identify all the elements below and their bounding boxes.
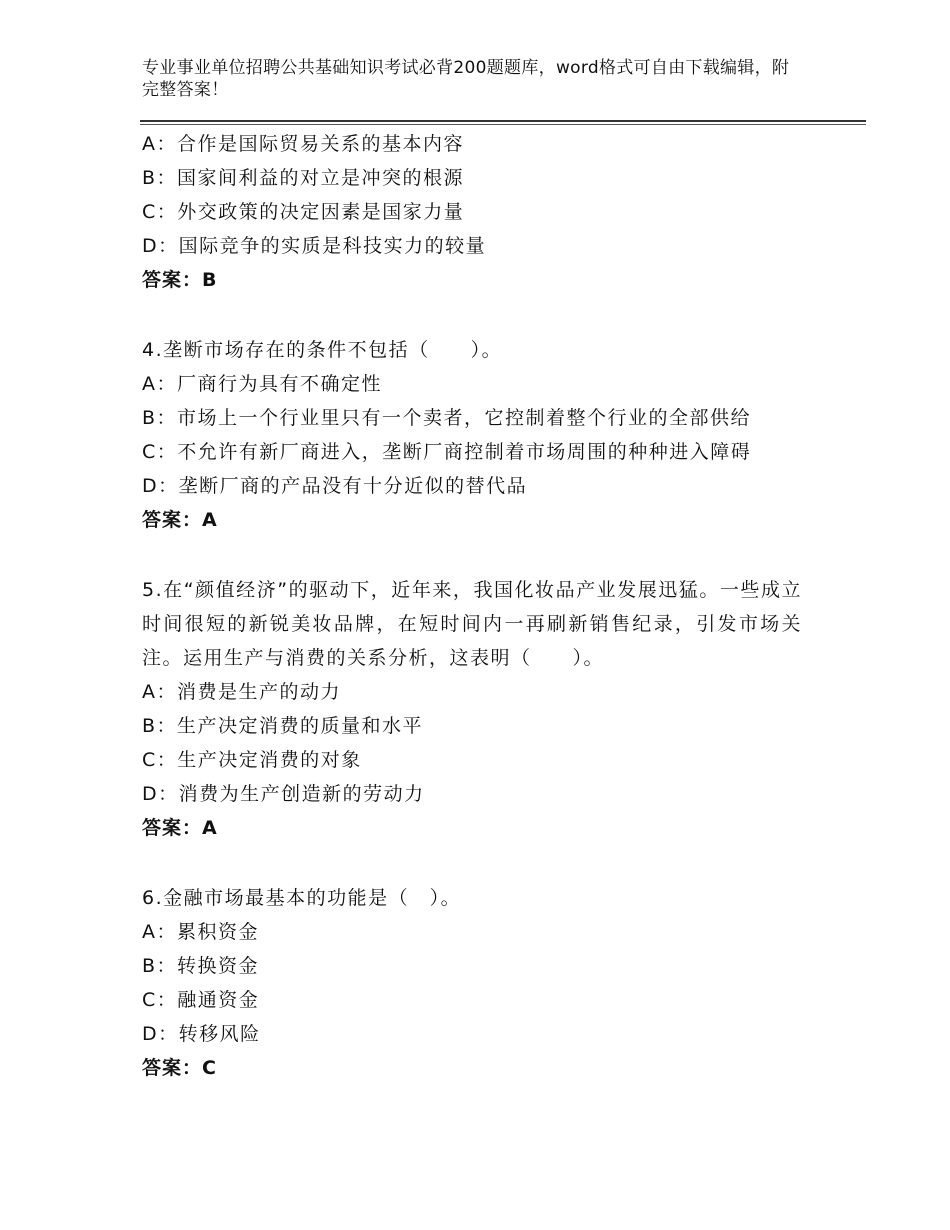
question-block: [142, 573, 802, 845]
option-d: D：垄断厂商的产品没有十分近似的替代品: [142, 475, 528, 497]
option-a: A：消费是生产的动力: [142, 681, 341, 703]
option-b: B：国家间利益的对立是冲突的根源: [142, 167, 465, 189]
option-d: D：消费为生产创造新的劳动力: [142, 783, 425, 805]
spacer: [142, 297, 802, 333]
spacer: [142, 845, 802, 881]
option-b: B：生产决定消费的质量和水平: [142, 715, 424, 737]
option-c: C：外交政策的决定因素是国家力量: [142, 201, 465, 223]
question-block: [142, 881, 802, 1085]
option-a: A：合作是国际贸易关系的基本内容: [142, 133, 464, 155]
option-a: A：累积资金: [142, 921, 259, 943]
header-rule-thick: [140, 120, 866, 122]
option-c: C：不允许有新厂商进入，垄断厂商控制着市场周围的种种进入障碍: [142, 441, 752, 463]
answer-label: 答案：C: [142, 1057, 217, 1079]
answer-label: 答案：B: [142, 269, 218, 291]
option-c: C：生产决定消费的对象: [142, 749, 362, 771]
option-c: C：融通资金: [142, 989, 260, 1011]
question-stem: 4.垄断市场存在的条件不包括（ ）。: [142, 339, 503, 361]
option-d: D：国际竞争的实质是科技实力的较量: [142, 235, 487, 257]
answer-label: 答案：A: [142, 817, 218, 839]
question-content: [142, 127, 802, 1085]
answer-label: 答案：A: [142, 509, 218, 531]
option-a: A：厂商行为具有不确定性: [142, 373, 382, 395]
option-d: D：转移风险: [142, 1023, 261, 1045]
question-block: [142, 333, 802, 537]
option-b: B：市场上一个行业里只有一个卖者，它控制着整个行业的全部供给: [142, 407, 752, 429]
question-stem: 6.金融市场最基本的功能是（ ）。: [142, 887, 462, 909]
question-stem: 5.在“颜值经济”的驱动下，近年来，我国化妆品产业发展迅猛。一些成立时间很短的新锐美妆品牌，在短时间内一再刷新销售纪录，引发市场关注。运用生产与消费的关系分析，这表明（ ）。: [142, 579, 802, 669]
page-header: 专业事业单位招聘公共基础知识考试必背200题题库，word格式可自由下载编辑，附完整答案！: [142, 58, 790, 100]
spacer: [142, 537, 802, 573]
header-rule-thin: [140, 124, 866, 125]
question-block: [142, 127, 802, 297]
option-b: B：转换资金: [142, 955, 260, 977]
